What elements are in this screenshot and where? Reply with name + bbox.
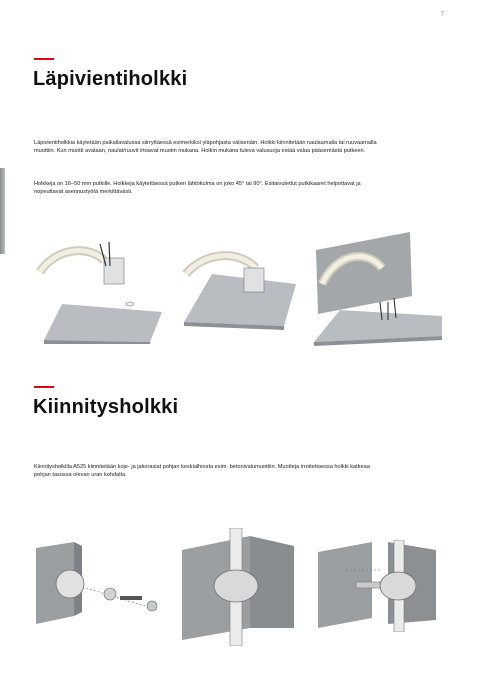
page-number: 7: [440, 12, 444, 18]
illustration-box-mounted: [180, 528, 296, 646]
paragraph-2: Holkkeja on 16–50 mm putkille. Holkkeja käytettäessä putken lähtökulma on joko 45° tai 90°. Esitaivutettut putkikaaret helpottavat ja nopeuttavat asennustyötä merkittävästi.: [34, 181, 361, 196]
section-title-lapivientiholkki: Läpivientiholkki: [33, 68, 188, 90]
illustration-box-mount-exploded: [34, 540, 168, 628]
illustration-sleeve-nailing: [34, 232, 164, 344]
section-title-kiinnitysholkki: Kiinnitysholkki: [33, 396, 179, 418]
illustration-sleeve-on-mould: [182, 246, 298, 332]
illustration-concrete-cast: [312, 232, 446, 350]
accent-bar: [34, 386, 54, 388]
paragraph-1: Läpivientiholkkia käytetään paikallavalussa siirryttäessä esimerkiksi yläpohjasta välisenäin. Holkki kiinnitetään naulaamalla tai ruuvaamalla muottiin. Kun muotti avataan, naulat/ruuvit irtoavat muotin mukana. Holkin mukana tuleva valusuoja estää valua pääsemästä putkeen.: [34, 140, 377, 155]
edge-image-strip: [0, 168, 5, 254]
illustration-box-sectioned: [316, 540, 442, 632]
paragraph-3: Kiinnitysholkilla A525 kiinnitetään koje- ja jakorasiat pohjan keskialhiosta esim. betonivalumuottiin. Muotteja irroitettaessa holkki katkeaa pohjan tasossa olevan uran kohdalta.: [34, 464, 370, 479]
accent-bar: [34, 58, 54, 60]
